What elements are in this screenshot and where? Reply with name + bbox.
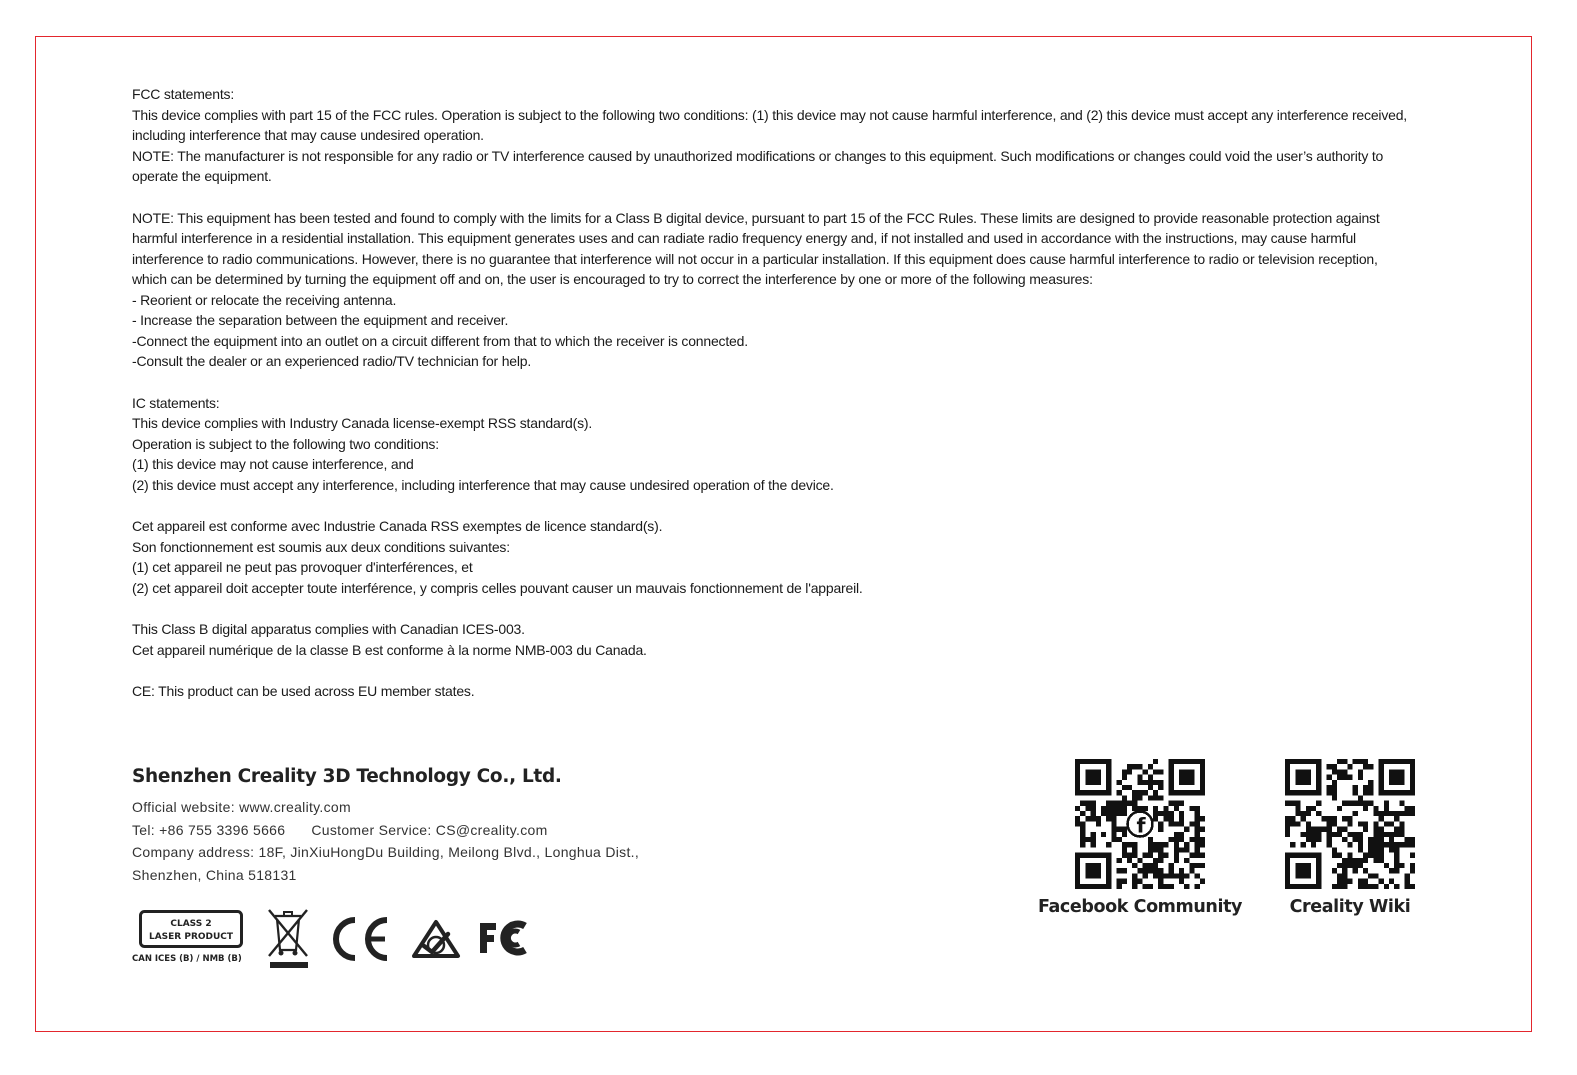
ic-line-2: Operation is subject to the following two conditions: <box>132 435 439 452</box>
fcc-measure-4: -Consult the dealer or an experienced radio/TV technician for help. <box>132 353 532 369</box>
company-address-line-1: Company address: 18F, JinXiuHongDu Building, Meilong Blvd., Longhua Dist., <box>132 844 640 860</box>
ices-line-1: This Class B digital apparatus complies with Canadian ICES-003. <box>132 621 525 637</box>
qr-facebook-label: Facebook Community <box>1037 897 1243 917</box>
fcc-paragraph-1: This device complies with part 15 of the FCC rules. Operation is subject to the following two conditions: (1) this device may not cause harmful interference, and (2) this device must accept any interference received, including interference that may cause undesired operation. <box>132 106 1407 143</box>
company-info <box>132 766 832 886</box>
laser-class-line-2: LASER PRODUCT <box>148 932 234 942</box>
company-customer-service: Customer Service: CS@creality.com <box>311 821 548 838</box>
fcc-measure-3: -Connect the equipment into an outlet on a circuit different from that to which the receiver is connected. <box>132 332 748 349</box>
fcc-measure-1: - Reorient or relocate the receiving antenna. <box>132 291 397 308</box>
fcc-mark-icon <box>477 920 529 961</box>
fcc-measure-2: - Increase the separation between the equipment and receiver. <box>132 312 509 328</box>
qr-wiki-label: Creality Wiki <box>1289 897 1411 917</box>
fcc-paragraph-3: NOTE: This equipment has been tested and found to comply with the limits for a Class B digital device, pursuant to part 15 of the FCC Rules. These limits are designed to provide reasonable protection against harmful interference in a residential installation. This equipment generates uses and can radiate radio frequency energy and, if not installed and used in accordance with the instructions, may cause harmful interference to radio communications. However, there is no guarantee that interference will not occur in a particular installation. If this equipment does cause harmful interference to radio or television reception, which can be determined by turning the equipment off and on, the user is encouraged to try to correct the interference by one or more of the following measures: <box>132 209 1380 287</box>
company-name: Shenzhen Creality 3D Technology Co., Ltd. <box>132 766 562 787</box>
ic-line-4: (2) this device must accept any interference, including interference that may cause undesired operation of the device. <box>132 476 834 493</box>
laser-class-line-1: CLASS 2 <box>170 919 212 929</box>
ic-line-1: This device complies with Industry Canada license-exempt RSS standard(s). <box>132 415 593 431</box>
ic-french-line-3: (1) cet appareil ne peut pas provoquer d'interférences, et <box>132 559 473 575</box>
facebook-icon: f <box>1136 813 1146 838</box>
ices-line-2: Cet appareil numérique de la classe B est conforme à la norme NMB-003 du Canada. <box>132 641 647 658</box>
ic-heading: IC statements: <box>132 394 220 411</box>
fcc-heading: FCC statements: <box>132 86 235 102</box>
can-ices-label: CAN ICES (B) / NMB (B) <box>132 954 242 964</box>
laser-class-icon <box>139 910 243 953</box>
qr-code-wiki[interactable] <box>1285 759 1415 889</box>
company-website: Official website: www.creality.com <box>132 799 351 815</box>
fcc-paragraph-2: NOTE: The manufacturer is not responsible for any radio or TV interference caused by unauthorized modifications or changes to this equipment. Such modifications or changes could void the user’s authority to operate the equipment. <box>132 147 1384 184</box>
compliance-text <box>132 84 1407 702</box>
rcm-mark-icon <box>410 918 462 965</box>
qr-facebook-block <box>1028 759 1252 917</box>
company-tel: Tel: +86 755 3396 5666 <box>132 821 286 838</box>
company-address-line-2: Shenzhen, China 518131 <box>132 866 297 883</box>
qr-wiki-block <box>1278 759 1422 917</box>
ic-french-line-1: Cet appareil est conforme avec Industrie Canada RSS exemptes de licence standard(s). <box>132 518 663 534</box>
ce-mark-icon <box>329 916 393 967</box>
ic-line-3: (1) this device may not cause interference, and <box>132 456 414 472</box>
ce-statement: CE: This product can be used across EU member states. <box>132 683 475 699</box>
weee-bin-icon <box>265 906 313 975</box>
qr-code-facebook[interactable] <box>1075 759 1205 889</box>
ic-french-line-2: Son fonctionnement est soumis aux deux conditions suivantes: <box>132 538 510 555</box>
ic-french-line-4: (2) cet appareil doit accepter toute interférence, y compris celles pouvant causer un mauvais fonctionnement de l'appareil. <box>132 579 863 596</box>
